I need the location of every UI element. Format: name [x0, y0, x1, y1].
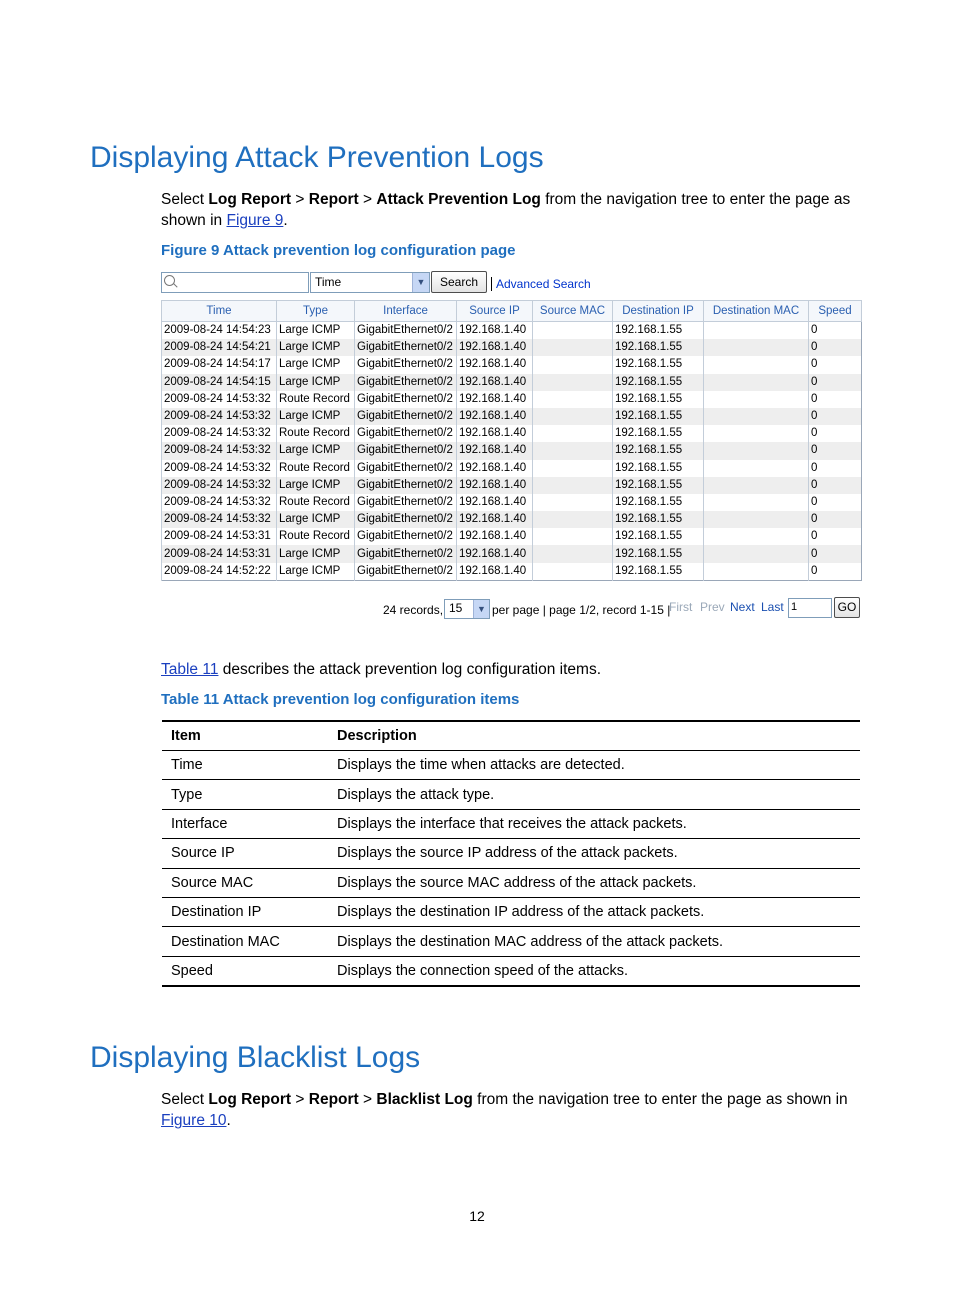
cell-source-mac	[533, 477, 613, 494]
cell-destination-ip: 192.168.1.55	[613, 528, 704, 545]
cell-interface: GigabitEthernet0/2	[355, 442, 457, 459]
cell-destination-mac	[704, 545, 809, 562]
cell-source-mac	[533, 563, 613, 581]
cell-speed: 0	[809, 408, 862, 425]
cell-time: 2009-08-24 14:53:32	[162, 460, 277, 477]
cell-destination-mac	[704, 374, 809, 391]
menu-report: Report	[308, 191, 359, 208]
cell-destination-ip: 192.168.1.55	[613, 425, 704, 442]
cell-interface: GigabitEthernet0/2	[355, 356, 457, 373]
cell-source-ip: 192.168.1.40	[457, 425, 533, 442]
cell-interface: GigabitEthernet0/2	[355, 511, 457, 528]
item-description: Displays the connection speed of the attacks.	[328, 956, 860, 986]
table-row[interactable]	[162, 442, 862, 459]
cell-speed: 0	[809, 374, 862, 391]
cell-time: 2009-08-24 14:53:32	[162, 477, 277, 494]
section-title-blacklist: Displaying Blacklist Logs	[90, 1041, 421, 1074]
menu-log-report: Log Report	[208, 1091, 292, 1108]
search-button[interactable]: Search	[431, 271, 487, 293]
item-description: Displays the destination MAC address of the attack packets.	[328, 927, 860, 956]
table-row	[162, 809, 860, 838]
cell-speed: 0	[809, 339, 862, 356]
cell-interface: GigabitEthernet0/2	[355, 528, 457, 545]
page-number-input[interactable]	[788, 598, 832, 618]
table-reference-text: describes the attack prevention log configuration items.	[222, 661, 602, 678]
path-separator: >	[363, 1091, 373, 1108]
cell-interface: GigabitEthernet0/2	[355, 545, 457, 562]
cell-destination-ip: 192.168.1.55	[613, 511, 704, 528]
cell-destination-mac	[704, 442, 809, 459]
table-row	[162, 868, 860, 897]
cell-destination-mac	[704, 425, 809, 442]
table-row[interactable]	[162, 356, 862, 373]
cell-source-ip: 192.168.1.40	[457, 545, 533, 562]
table-row	[162, 897, 860, 926]
cell-type: Large ICMP	[277, 322, 355, 340]
cell-destination-mac	[704, 477, 809, 494]
table-row[interactable]	[162, 460, 862, 477]
advanced-search-link[interactable]: Advanced Search	[491, 277, 591, 291]
cell-destination-ip: 192.168.1.55	[613, 374, 704, 391]
chevron-down-icon[interactable]: ▼	[473, 600, 489, 618]
cell-speed: 0	[809, 477, 862, 494]
cell-destination-ip: 192.168.1.55	[613, 442, 704, 459]
table-row	[162, 927, 860, 956]
table-row[interactable]	[162, 477, 862, 494]
cell-type: Large ICMP	[277, 545, 355, 562]
table-caption: Table 11 Attack prevention log configuration items	[161, 691, 520, 708]
keyword-search-input[interactable]	[161, 272, 309, 293]
cell-type: Large ICMP	[277, 563, 355, 581]
table-row	[162, 956, 860, 986]
cell-speed: 0	[809, 442, 862, 459]
table-row[interactable]	[162, 563, 862, 581]
menu-report: Report	[308, 1091, 359, 1108]
page-number: 12	[469, 1208, 485, 1224]
cell-speed: 0	[809, 563, 862, 581]
path-separator: >	[295, 1091, 305, 1108]
table-row[interactable]	[162, 528, 862, 545]
cell-source-mac	[533, 374, 613, 391]
cell-destination-ip: 192.168.1.55	[613, 494, 704, 511]
cell-source-ip: 192.168.1.40	[457, 442, 533, 459]
cell-source-ip: 192.168.1.40	[457, 460, 533, 477]
table-reference	[161, 659, 866, 680]
cell-source-ip: 192.168.1.40	[457, 356, 533, 373]
cell-speed: 0	[809, 528, 862, 545]
table-row[interactable]	[162, 545, 862, 562]
cell-time: 2009-08-24 14:53:32	[162, 425, 277, 442]
cell-destination-ip: 192.168.1.55	[613, 356, 704, 373]
cell-destination-ip: 192.168.1.55	[613, 391, 704, 408]
path-separator: >	[363, 191, 373, 208]
table-row[interactable]	[162, 494, 862, 511]
cell-destination-ip: 192.168.1.55	[613, 477, 704, 494]
item-description: Displays the attack type.	[328, 780, 860, 809]
intro-text: from the navigation tree to enter the page as shown in	[161, 191, 851, 229]
item-name: Source IP	[162, 839, 328, 868]
cell-destination-mac	[704, 391, 809, 408]
cell-time: 2009-08-24 14:53:32	[162, 494, 277, 511]
intro-text: Select	[161, 191, 205, 208]
cell-time: 2009-08-24 14:54:15	[162, 374, 277, 391]
cell-source-ip: 192.168.1.40	[457, 374, 533, 391]
config-items-table	[162, 720, 860, 987]
cell-interface: GigabitEthernet0/2	[355, 374, 457, 391]
go-button[interactable]: GO	[834, 597, 860, 618]
table-row[interactable]	[162, 391, 862, 408]
last-page-link[interactable]: Last	[761, 600, 784, 614]
cell-destination-ip: 192.168.1.55	[613, 322, 704, 340]
cell-type: Large ICMP	[277, 356, 355, 373]
menu-blacklist-log: Blacklist Log	[376, 1091, 473, 1108]
cell-interface: GigabitEthernet0/2	[355, 322, 457, 340]
cell-source-ip: 192.168.1.40	[457, 528, 533, 545]
item-description: Displays the source IP address of the attack packets.	[328, 839, 860, 868]
cell-type: Large ICMP	[277, 339, 355, 356]
cell-time: 2009-08-24 14:54:21	[162, 339, 277, 356]
first-page-link[interactable]: First	[669, 600, 693, 614]
cell-destination-mac	[704, 322, 809, 340]
prev-page-link[interactable]: Prev	[700, 600, 725, 614]
search-field-select[interactable]	[310, 272, 430, 293]
cell-source-ip: 192.168.1.40	[457, 494, 533, 511]
item-name: Type	[162, 780, 328, 809]
column-header-interface[interactable]: Interface	[355, 301, 457, 322]
cell-time: 2009-08-24 14:53:31	[162, 545, 277, 562]
record-count: 24 records,	[383, 603, 444, 617]
cell-source-ip: 192.168.1.40	[457, 511, 533, 528]
item-name: Destination IP	[162, 897, 328, 926]
cell-destination-ip: 192.168.1.55	[613, 545, 704, 562]
cell-speed: 0	[809, 494, 862, 511]
cell-source-ip: 192.168.1.40	[457, 391, 533, 408]
cell-source-mac	[533, 511, 613, 528]
cell-type: Route Record	[277, 425, 355, 442]
next-page-link[interactable]: Next	[730, 600, 755, 614]
column-header-source-mac[interactable]: Source MAC	[533, 301, 613, 322]
table-row[interactable]	[162, 322, 862, 340]
cell-destination-mac	[704, 528, 809, 545]
table-row[interactable]	[162, 511, 862, 528]
cell-source-mac	[533, 460, 613, 477]
cell-source-mac	[533, 339, 613, 356]
table-row[interactable]	[162, 408, 862, 425]
attack-log-table	[161, 300, 862, 581]
section1-intro	[161, 189, 866, 231]
item-description: Displays the time when attacks are detected.	[328, 751, 860, 780]
figure-9-link[interactable]: Figure 9	[226, 212, 284, 229]
figure-caption: Figure 9 Attack prevention log configuration page	[161, 242, 516, 259]
cell-source-ip: 192.168.1.40	[457, 339, 533, 356]
cell-source-mac	[533, 442, 613, 459]
cell-destination-mac	[704, 460, 809, 477]
cell-speed: 0	[809, 545, 862, 562]
menu-log-report: Log Report	[208, 191, 292, 208]
per-page-select[interactable]	[444, 599, 490, 619]
cell-source-mac	[533, 408, 613, 425]
cell-time: 2009-08-24 14:52:22	[162, 563, 277, 581]
column-header-time[interactable]: Time	[162, 301, 277, 322]
cell-type: Large ICMP	[277, 442, 355, 459]
cell-destination-mac	[704, 339, 809, 356]
cell-source-mac	[533, 528, 613, 545]
cell-speed: 0	[809, 322, 862, 340]
table-row	[162, 751, 860, 780]
table-row	[162, 839, 860, 868]
page-status: per page | page 1/2, record 1-15 |	[492, 603, 671, 617]
cell-interface: GigabitEthernet0/2	[355, 563, 457, 581]
column-header-description: Description	[328, 721, 860, 751]
item-name: Source MAC	[162, 868, 328, 897]
column-header-speed[interactable]: Speed	[809, 301, 862, 322]
cell-destination-ip: 192.168.1.55	[613, 408, 704, 425]
cell-source-ip: 192.168.1.40	[457, 322, 533, 340]
menu-attack-prevention-log: Attack Prevention Log	[376, 191, 541, 208]
item-name: Destination MAC	[162, 927, 328, 956]
cell-type: Large ICMP	[277, 408, 355, 425]
cell-type: Route Record	[277, 528, 355, 545]
cell-source-mac	[533, 356, 613, 373]
column-header-destination-ip[interactable]: Destination IP	[613, 301, 704, 322]
cell-destination-mac	[704, 356, 809, 373]
table-row	[162, 780, 860, 809]
intro-text: from the navigation tree to enter the page as shown in	[477, 1091, 848, 1108]
cell-time: 2009-08-24 14:53:32	[162, 442, 277, 459]
cell-interface: GigabitEthernet0/2	[355, 408, 457, 425]
table-header-row	[162, 301, 862, 322]
cell-time: 2009-08-24 14:54:23	[162, 322, 277, 340]
per-page-value: 15	[449, 601, 463, 615]
cell-type: Large ICMP	[277, 511, 355, 528]
cell-type: Large ICMP	[277, 374, 355, 391]
cell-source-ip: 192.168.1.40	[457, 477, 533, 494]
table-header-row	[162, 721, 860, 751]
cell-speed: 0	[809, 460, 862, 477]
item-description: Displays the interface that receives the attack packets.	[328, 809, 860, 838]
cell-source-mac	[533, 391, 613, 408]
cell-interface: GigabitEthernet0/2	[355, 477, 457, 494]
cell-interface: GigabitEthernet0/2	[355, 339, 457, 356]
cell-speed: 0	[809, 425, 862, 442]
column-header-type[interactable]: Type	[277, 301, 355, 322]
section-title-attack-prevention: Displaying Attack Prevention Logs	[90, 141, 544, 174]
column-header-item: Item	[162, 721, 328, 751]
cell-destination-ip: 192.168.1.55	[613, 339, 704, 356]
cell-time: 2009-08-24 14:53:32	[162, 408, 277, 425]
cell-source-ip: 192.168.1.40	[457, 408, 533, 425]
column-header-source-ip[interactable]: Source IP	[457, 301, 533, 322]
figure-10-link[interactable]: Figure 10	[161, 1112, 227, 1129]
item-name: Time	[162, 751, 328, 780]
search-icon	[164, 275, 175, 286]
cell-destination-ip: 192.168.1.55	[613, 563, 704, 581]
cell-type: Route Record	[277, 494, 355, 511]
item-name: Interface	[162, 809, 328, 838]
cell-source-mac	[533, 545, 613, 562]
cell-time: 2009-08-24 14:53:32	[162, 391, 277, 408]
cell-type: Route Record	[277, 391, 355, 408]
cell-speed: 0	[809, 511, 862, 528]
cell-destination-ip: 192.168.1.55	[613, 460, 704, 477]
intro-text: .	[226, 1112, 231, 1129]
path-separator: >	[295, 191, 305, 208]
column-header-destination-mac[interactable]: Destination MAC	[704, 301, 809, 322]
item-name: Speed	[162, 956, 328, 986]
item-description: Displays the destination IP address of the attack packets.	[328, 897, 860, 926]
cell-interface: GigabitEthernet0/2	[355, 391, 457, 408]
table-row[interactable]	[162, 374, 862, 391]
cell-time: 2009-08-24 14:53:31	[162, 528, 277, 545]
table-row[interactable]	[162, 339, 862, 356]
cell-source-mac	[533, 494, 613, 511]
cell-type: Large ICMP	[277, 477, 355, 494]
cell-interface: GigabitEthernet0/2	[355, 425, 457, 442]
cell-interface: GigabitEthernet0/2	[355, 494, 457, 511]
item-description: Displays the source MAC address of the attack packets.	[328, 868, 860, 897]
cell-speed: 0	[809, 391, 862, 408]
cell-speed: 0	[809, 356, 862, 373]
intro-text: Select	[161, 1091, 205, 1108]
cell-time: 2009-08-24 14:54:17	[162, 356, 277, 373]
cell-interface: GigabitEthernet0/2	[355, 460, 457, 477]
search-field-value: Time	[315, 275, 342, 289]
cell-source-mac	[533, 425, 613, 442]
intro-text: .	[283, 212, 288, 229]
cell-destination-mac	[704, 563, 809, 581]
cell-type: Route Record	[277, 460, 355, 477]
page-number-value: 1	[791, 601, 798, 613]
table-11-link[interactable]: Table 11	[161, 661, 219, 678]
cell-source-ip: 192.168.1.40	[457, 563, 533, 581]
table-row[interactable]	[162, 425, 862, 442]
section2-intro	[161, 1089, 866, 1131]
cell-destination-mac	[704, 408, 809, 425]
cell-destination-mac	[704, 494, 809, 511]
chevron-down-icon[interactable]: ▼	[412, 273, 429, 292]
cell-time: 2009-08-24 14:53:32	[162, 511, 277, 528]
cell-source-mac	[533, 322, 613, 340]
cell-destination-mac	[704, 511, 809, 528]
